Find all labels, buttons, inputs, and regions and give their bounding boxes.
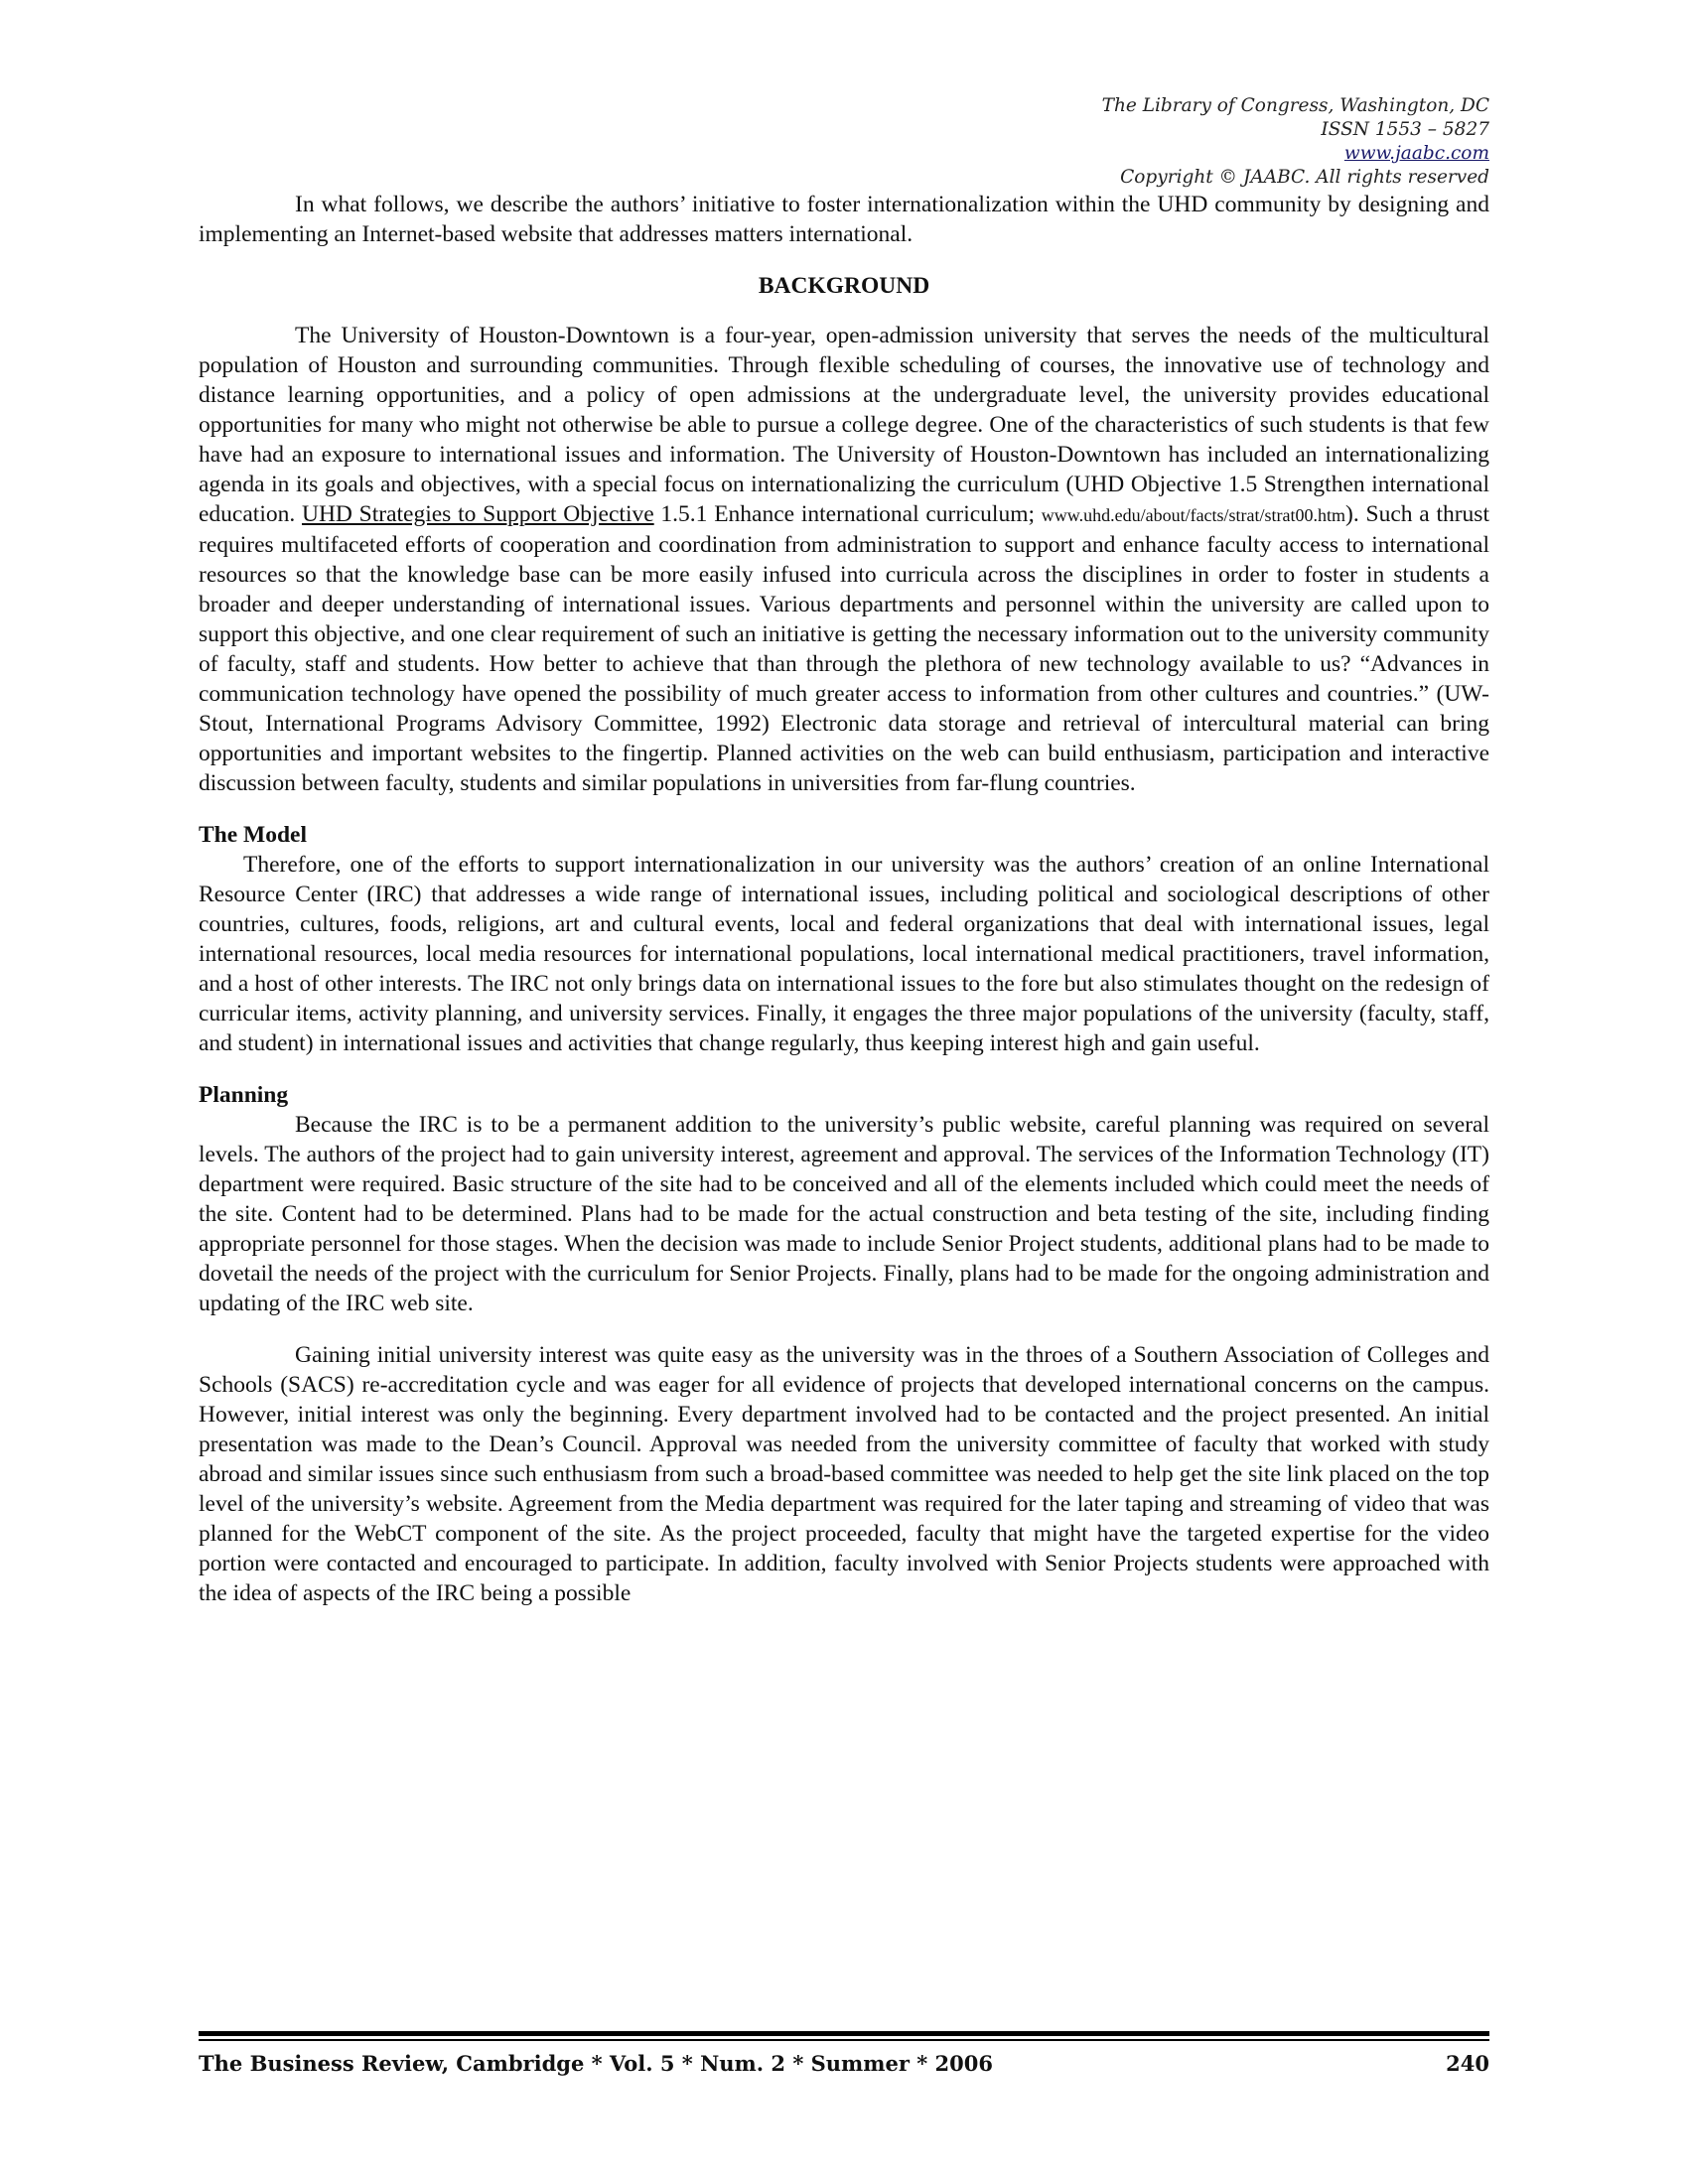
section-heading-planning: Planning (199, 1082, 289, 1108)
background-paragraph (199, 321, 1489, 798)
page-content (199, 94, 1489, 1608)
uhd-strategies-link[interactable]: UHD Strategies to Support Objective (301, 501, 654, 527)
model-paragraph: Therefore, one of the efforts to support internationalization in our university was the authors’ creation of an online International Resource Center (IRC) that addresses a wide range of international issues, including political and sociological descriptions of other countries, cultures, foods, religions, art and cultural events, local and federal organizations that deal with international issues, legal international resources, local media resources for international populations, local international medical practitioners, travel information, and a host of other interests. The IRC not only brings data on international issues to the fore but also stimulates thought on the redesign of curricular items, activity planning, and university services. Finally, it engages the three major populations of the university (faculty, staff, and student) in international issues and activities that change regularly, thus keeping interest high and gain useful. (199, 852, 1489, 1056)
masthead-copyright: Copyright © JAABC. All rights reserved (1120, 167, 1489, 188)
masthead (199, 94, 1489, 190)
masthead-publisher: The Library of Congress, Washington, DC (1101, 95, 1489, 116)
planning-paragraph-1: Because the IRC is to be a permanent addition to the university’s public website, careful planning was required on several levels. The authors of the project had to gain university interest, agreement and approval. The services of the Information Technology (IT) department were required. Basic structure of the site had to be conceived and all of the elements included which could meet the needs of the site. Content had to be determined. Plans had to be made for the actual construction and beta testing of the site, including finding appropriate personnel for those stages. When the decision was made to include Senior Project students, additional plans had to be made to dovetail the needs of the project with the curriculum for Senior Projects. Finally, plans had to be made for the ongoing administration and updating of the IRC web site. (199, 1112, 1489, 1316)
footer-rule-thin (199, 2039, 1489, 2041)
planning-paragraph-2: Gaining initial university interest was quite easy as the university was in the throes of a Southern Association of Colleges and Schools (SACS) re-accreditation cycle and was eager for all evidence of projects that developed international concerns on the campus. However, initial interest was only the beginning. Every department involved had to be contacted and the project presented. An initial presentation was made to the Dean’s Council. Approval was needed from the university committee of faculty that worked with study abroad and similar issues since such enthusiasm from such a broad-based committee was needed to help get the site link placed on the top level of the university’s website. Agreement from the Media department was required for the later taping and streaming of video that was planned for the WebCT component of the site. As the project proceeded, faculty that might have the targeted expertise for the video portion were contacted and encouraged to participate. In addition, faculty involved with Senior Projects students were approached with the idea of aspects of the IRC being a possible (199, 1342, 1489, 1606)
footer-journal-citation: The Business Review, Cambridge * Vol. 5 * Num. 2 * Summer * 2006 (199, 2051, 993, 2076)
page-footer (199, 2031, 1489, 2076)
section-heading-model: The Model (199, 822, 308, 848)
background-text-a: The University of Houston-Downtown is a four-year, open-admission university that serves the needs of the multicultural population of Houston and surrounding communities. Through flexible scheduling of courses, the innovative use of technology and distance learning opportunities, and a policy of open admissions at the undergraduate level, the university provides educational opportunities for many who might not otherwise be able to pursue a college degree. One of the characteristics of such students is that few have had an exposure to international issues and information. The University of Houston-Downtown has included an internationalizing agenda in its goals and objectives, with a special focus on internationalizing the curriculum (UHD Objective 1.5 Strengthen international education. (199, 323, 1489, 527)
uhd-strategy-url: www.uhd.edu/about/facts/strat/strat00.htm (1041, 505, 1346, 525)
background-text-b: 1.5.1 Enhance international curriculum; (653, 501, 1042, 527)
background-text-c: ). Such a thrust requires multifaceted efforts of cooperation and coordination from administration to support and enhance faculty access to international resources so that the knowledge base can be more easily infused into curricula across the disciplines in order to foster in students a broader and deeper understanding of international issues. Various departments and personnel within the university are called upon to support this objective, and one clear requirement of such an initiative is getting the necessary information out to the university community of faculty, staff and students. How better to achieve that than through the plethora of new technology available to us? “Advances in communication technology have opened the possibility of much greater access to information from other cultures and countries.” (UW-Stout, International Programs Advisory Committee, 1992) Electronic data storage and retrieval of intercultural material can bring opportunities and important websites to the fingertip. Planned activities on the web can build enthusiasm, participation and interactive discussion between faculty, students and similar populations in universities from far-flung countries. (199, 501, 1489, 796)
masthead-website-link[interactable]: www.jaabc.com (1343, 143, 1489, 164)
footer-page-number: 240 (1446, 2051, 1489, 2076)
section-heading-background: BACKGROUND (758, 273, 930, 299)
footer-rule-thick (199, 2031, 1489, 2036)
intro-paragraph: In what follows, we describe the authors’ initiative to foster internationalization within the UHD community by designing and implementing an Internet-based website that addresses matters international. (199, 192, 1489, 247)
masthead-issn: ISSN 1553 – 5827 (1321, 119, 1489, 140)
